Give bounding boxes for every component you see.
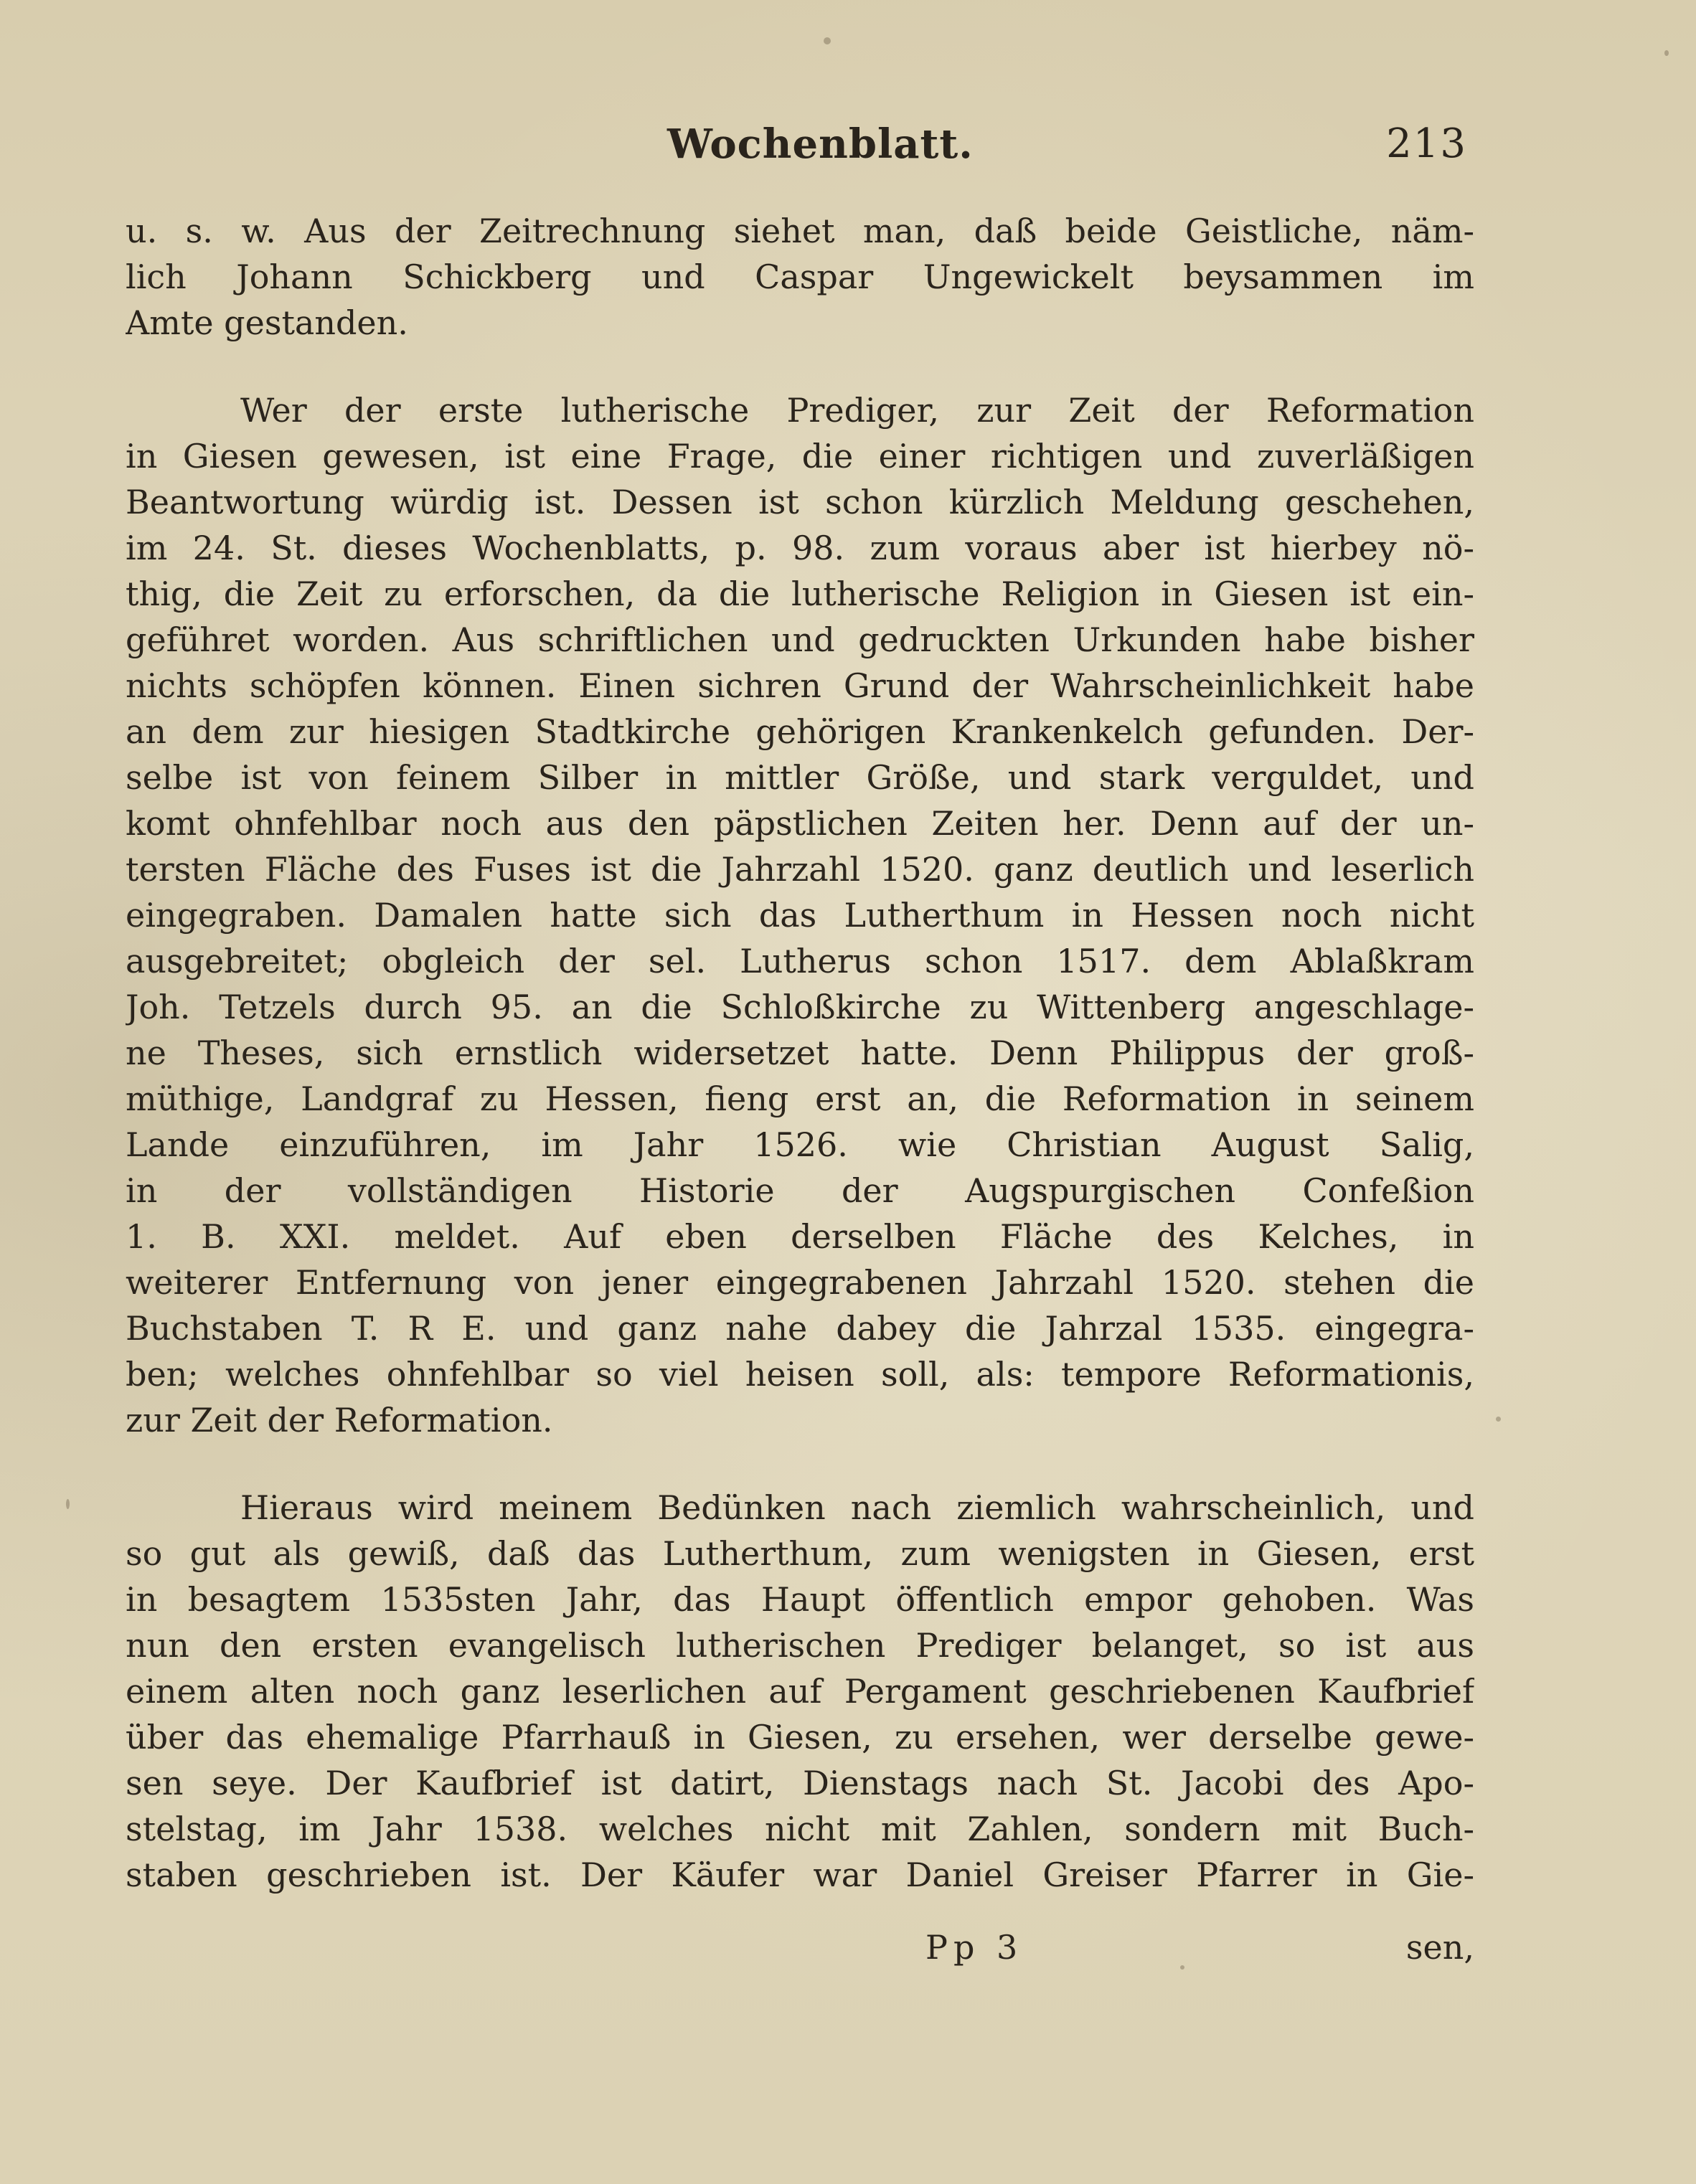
text-line: einem alten noch ganz leserlichen auf Pergament geschriebenen Kaufbrief xyxy=(126,1672,1474,1711)
text-line: weiterer Entfernung von jener eingegrabenen Jahrzahl 1520. stehen die xyxy=(126,1263,1474,1302)
page-number: 213 xyxy=(1386,120,1467,167)
text-line: Wer der erste lutherische Prediger, zur Zeit der Reformation xyxy=(240,391,1474,430)
text-line: Joh. Tetzels durch 95. an die Schloßkirche zu Wittenberg angeschlage- xyxy=(126,988,1474,1026)
text-line: nun den ersten evangelisch lutherischen Prediger belanget, so ist aus xyxy=(126,1626,1474,1665)
text-line: ne Theses, sich ernstlich widersetzet hatte. Denn Philippus der groß- xyxy=(126,1034,1474,1072)
paper-speck xyxy=(1664,50,1669,56)
text-line: müthige, Landgraf zu Hessen, fieng erst an, die Reformation in seinem xyxy=(126,1079,1474,1118)
text-line: zur Zeit der Reformation. xyxy=(126,1401,553,1440)
text-line: 1. B. XXI. meldet. Auf eben derselben Fläche des Kelches, in xyxy=(126,1217,1474,1256)
text-line: ausgebreitet; obgleich der sel. Lutherus schon 1517. dem Ablaßkram xyxy=(126,942,1474,980)
text-line: stelstag, im Jahr 1538. welches nicht mit Zahlen, sondern mit Buch- xyxy=(126,1810,1474,1848)
text-line: im 24. St. dieses Wochenblatts, p. 98. zum voraus aber ist hierbey nö- xyxy=(126,529,1474,567)
signature-mark: Pp 3 xyxy=(925,1928,1024,1967)
paragraph-gap xyxy=(126,1443,1474,1485)
text-line: tersten Fläche des Fuses ist die Jahrzahl 1520. ganz deutlich und leserlich xyxy=(126,850,1474,889)
text-line: u. s. w. Aus der Zeitrechnung siehet man, daß beide Geistliche, näm- xyxy=(126,212,1474,250)
text-line: Beantwortung würdig ist. Dessen ist schon kürzlich Meldung geschehen, xyxy=(126,483,1474,521)
text-line: ben; welches ohnfehlbar so viel heisen soll, als: tempore Reformationis, xyxy=(126,1355,1474,1394)
paper-speck xyxy=(66,1499,70,1509)
text-line: Buchstaben T. R E. und ganz nahe dabey die Jahrzal 1535. eingegra- xyxy=(126,1309,1474,1348)
text-line: so gut als gewiß, daß das Lutherthum, zum wenigsten in Giesen, erst xyxy=(126,1534,1474,1573)
catchword: sen, xyxy=(1405,1928,1474,1967)
running-title: Wochenblatt. xyxy=(667,120,974,168)
page-header xyxy=(126,120,1474,178)
text-line: sen seye. Der Kaufbrief ist datirt, Dienstags nach St. Jacobi des Apo- xyxy=(126,1764,1474,1802)
text-line: Hieraus wird meinem Bedünken nach ziemlich wahrscheinlich, und xyxy=(240,1488,1474,1527)
text-line: komt ohnfehlbar noch aus den päpstlichen Zeiten her. Denn auf der un- xyxy=(126,804,1474,843)
text-line: über das ehemalige Pfarrhauß in Giesen, zu ersehen, wer derselbe gewe- xyxy=(126,1718,1474,1757)
text-line: an dem zur hiesigen Stadtkirche gehörigen Krankenkelch gefunden. Der- xyxy=(126,712,1474,751)
text-line: Lande einzuführen, im Jahr 1526. wie Christian August Salig, xyxy=(126,1125,1474,1164)
text-line: in besagtem 1535sten Jahr, das Haupt öffentlich empor gehoben. Was xyxy=(126,1580,1474,1619)
text-line: in Giesen gewesen, ist eine Frage, die einer richtigen und zuverläßigen xyxy=(126,437,1474,476)
paragraph xyxy=(126,1485,1474,1898)
text-line: selbe ist von feinem Silber in mittler Größe, und stark verguldet, und xyxy=(126,758,1474,797)
paragraph-gap xyxy=(126,346,1474,387)
paper-speck xyxy=(824,37,831,44)
paragraph xyxy=(126,208,1474,346)
paper-speck xyxy=(1496,1417,1501,1422)
text-line: eingegraben. Damalen hatte sich das Lutherthum in Hessen noch nicht xyxy=(126,896,1474,935)
body-text xyxy=(126,208,1474,1898)
text-line: in der vollständigen Historie der Augspurgischen Confeßion xyxy=(126,1171,1474,1210)
text-line: staben geschrieben ist. Der Käufer war Daniel Greiser Pfarrer in Gie- xyxy=(126,1856,1474,1894)
text-line: Amte gestanden. xyxy=(126,303,408,342)
text-line: lich Johann Schickberg und Caspar Ungewickelt beysammen im xyxy=(126,257,1474,296)
text-line: geführet worden. Aus schriftlichen und gedruckten Urkunden habe bisher xyxy=(126,620,1474,659)
text-line: nichts schöpfen können. Einen sichren Grund der Wahrscheinlichkeit habe xyxy=(126,666,1474,705)
text-line: thig, die Zeit zu erforschen, da die lutherische Religion in Giesen ist ein- xyxy=(126,575,1474,613)
page-footer xyxy=(126,1928,1474,1974)
paragraph xyxy=(126,387,1474,1443)
